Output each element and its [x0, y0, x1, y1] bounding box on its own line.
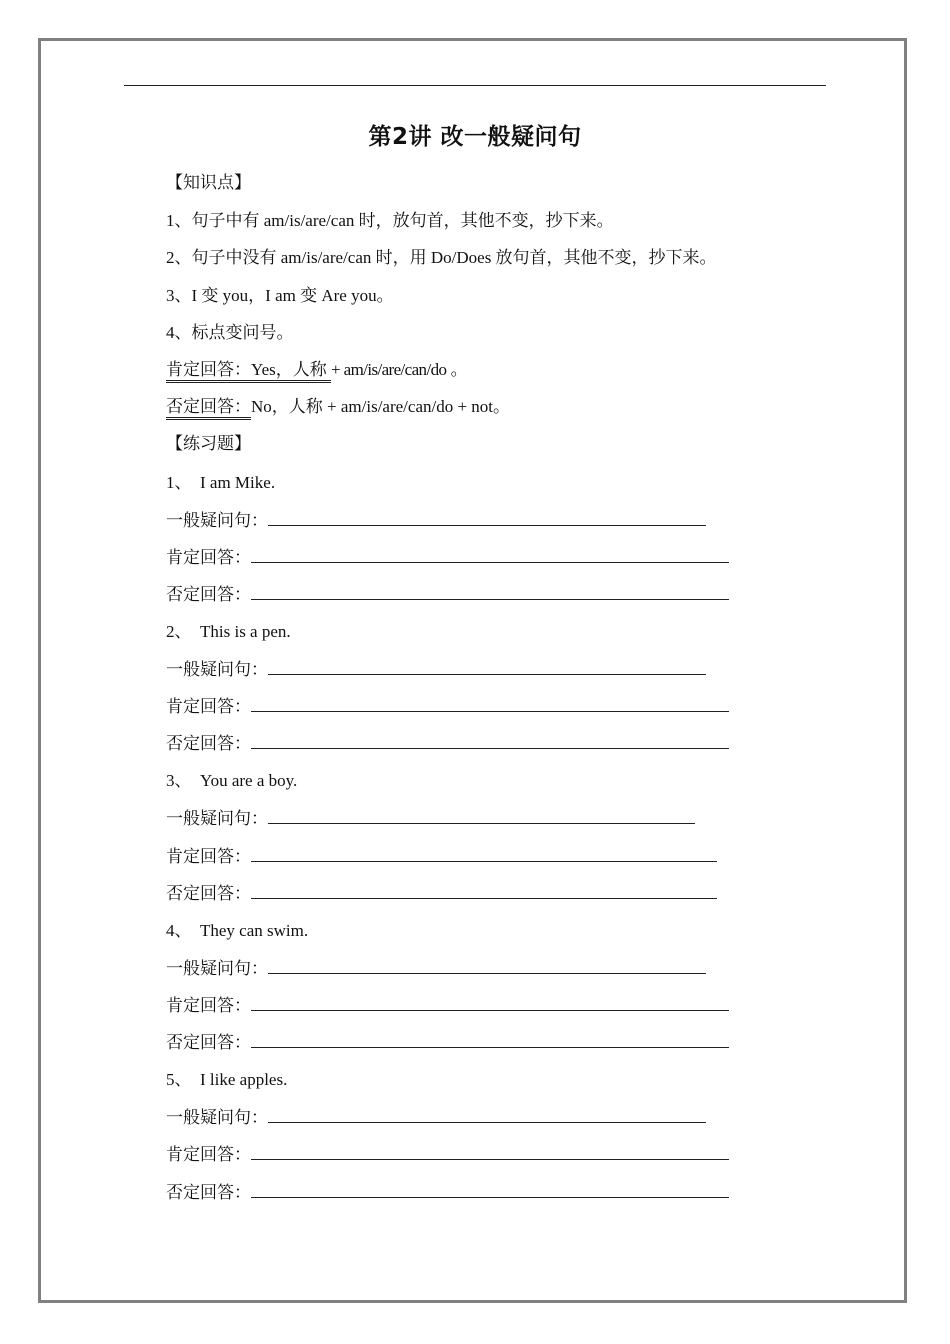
question-answer-blank[interactable] — [268, 509, 706, 526]
negative-label: 否定回答： — [166, 1033, 251, 1052]
question-answer-blank[interactable] — [268, 807, 695, 824]
positive-label: 肯定回答： — [166, 697, 251, 716]
positive-answer-label: 肯定回答：Yes，人称 — [166, 360, 331, 383]
negative-label: 否定回答： — [166, 884, 251, 903]
negative-answer-blank[interactable] — [251, 882, 717, 899]
exercise-item — [166, 920, 308, 942]
question-label: 一般疑问句： — [166, 959, 268, 978]
negative-answer-label: 否定回答： — [166, 397, 251, 420]
exercise-sentence: I am Mike. — [200, 473, 276, 492]
exercise-item — [166, 621, 291, 643]
question-label: 一般疑问句： — [166, 809, 268, 828]
rule-2: 2、句子中没有 am/is/are/can 时，用 Do/Does 放句首，其他不变，抄下来。 — [166, 248, 717, 267]
exercise-number: 5、 — [166, 1070, 192, 1089]
rule-1: 1、句子中有 am/is/are/can 时，放句首，其他不变，抄下来。 — [166, 211, 614, 230]
positive-answer-end: 。 — [446, 360, 468, 379]
exercise-sentence: I like apples. — [200, 1070, 288, 1089]
exercise-number: 2、 — [166, 622, 192, 641]
question-label: 一般疑问句： — [166, 1108, 268, 1127]
negative-row — [166, 882, 717, 905]
positive-label: 肯定回答： — [166, 996, 251, 1015]
question-row — [166, 509, 706, 532]
rule-4: 4、标点变问号。 — [166, 323, 294, 342]
exercise-number: 4、 — [166, 921, 192, 940]
negative-label: 否定回答： — [166, 1183, 251, 1202]
negative-row — [166, 583, 729, 606]
exercise-item — [166, 770, 297, 792]
question-row — [166, 1106, 706, 1129]
negative-answer-blank[interactable] — [251, 1031, 729, 1048]
question-answer-blank[interactable] — [268, 957, 706, 974]
positive-row — [166, 546, 729, 569]
negative-label: 否定回答： — [166, 734, 251, 753]
positive-answer-rule — [166, 359, 468, 381]
positive-answer-blank[interactable] — [251, 546, 729, 563]
negative-row — [166, 1181, 729, 1204]
negative-label: 否定回答： — [166, 585, 251, 604]
negative-answer-blank[interactable] — [251, 1181, 729, 1198]
question-row — [166, 807, 695, 830]
positive-answer-blank[interactable] — [251, 994, 729, 1011]
negative-answer-blank[interactable] — [251, 732, 729, 749]
positive-row — [166, 695, 729, 718]
positive-answer-verbs: + am/is/are/can/do — [331, 360, 447, 379]
exercise-sentence: They can swim. — [200, 921, 309, 940]
positive-answer-blank[interactable] — [251, 845, 717, 862]
positive-answer-blank[interactable] — [251, 695, 729, 712]
rule-3: 3、I 变 you，I am 变 Are you。 — [166, 286, 394, 305]
question-answer-blank[interactable] — [268, 1106, 706, 1123]
negative-answer-blank[interactable] — [251, 583, 729, 600]
header-rule — [124, 85, 826, 86]
exercise-number: 1、 — [166, 473, 192, 492]
negative-answer-text: No，人称 + am/is/are/can/do + not。 — [251, 397, 511, 416]
positive-answer-blank[interactable] — [251, 1143, 729, 1160]
question-row — [166, 957, 706, 980]
exercise-item — [166, 1069, 287, 1091]
positive-label: 肯定回答： — [166, 847, 251, 866]
question-row — [166, 658, 706, 681]
exercise-sentence: You are a boy. — [200, 771, 298, 790]
exercise-heading: 【练习题】 — [166, 434, 251, 453]
negative-row — [166, 1031, 729, 1054]
question-label: 一般疑问句： — [166, 660, 268, 679]
lesson-title: 第2讲 改一般疑问句 — [368, 124, 582, 150]
positive-row — [166, 845, 717, 868]
question-label: 一般疑问句： — [166, 511, 268, 530]
negative-answer-rule — [166, 396, 510, 418]
knowledge-heading: 【知识点】 — [166, 173, 251, 192]
positive-label: 肯定回答： — [166, 548, 251, 567]
positive-label: 肯定回答： — [166, 1145, 251, 1164]
exercise-number: 3、 — [166, 771, 192, 790]
positive-row — [166, 994, 729, 1017]
negative-row — [166, 732, 729, 755]
question-answer-blank[interactable] — [268, 658, 706, 675]
exercise-item — [166, 472, 275, 494]
exercise-sentence: This is a pen. — [200, 622, 291, 641]
positive-row — [166, 1143, 729, 1166]
